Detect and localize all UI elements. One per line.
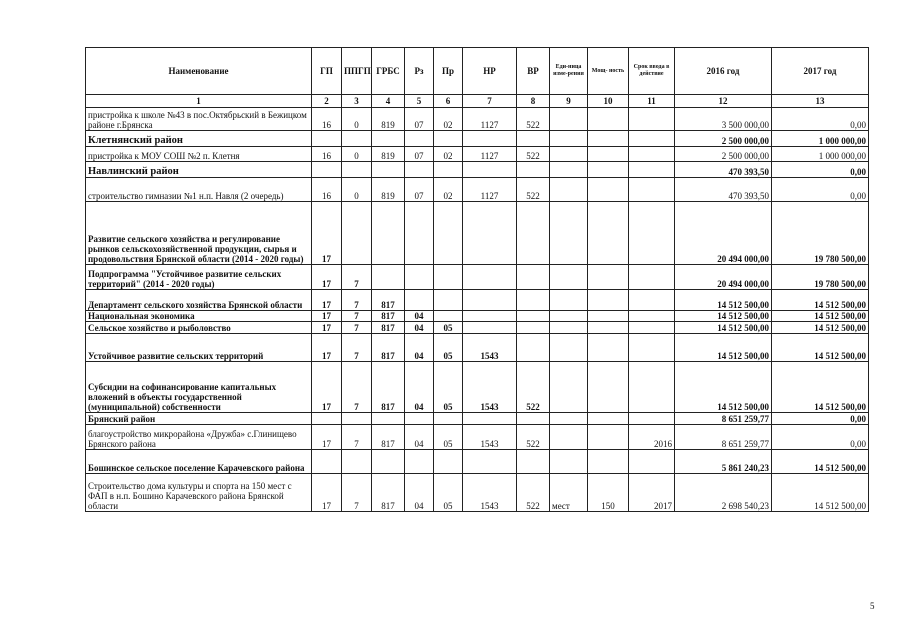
cell-cap xyxy=(588,413,629,425)
cell-unit xyxy=(550,131,588,147)
cell-gp: 17 xyxy=(312,425,342,450)
cell-nr: 1127 xyxy=(463,108,517,131)
cell-v2017: 14 512 500,00 xyxy=(772,450,869,474)
cell-vr: 522 xyxy=(517,178,550,202)
cell-cap xyxy=(588,362,629,413)
column-index-cell: 4 xyxy=(372,95,405,108)
cell-ppgp: 7 xyxy=(342,290,372,311)
cell-v2017: 14 512 500,00 xyxy=(772,311,869,322)
cell-nr xyxy=(463,322,517,334)
table-row xyxy=(86,108,869,131)
cell-cap xyxy=(588,131,629,147)
cell-nr xyxy=(463,162,517,178)
cell-ppgp: 0 xyxy=(342,178,372,202)
cell-ppgp xyxy=(342,162,372,178)
cell-unit xyxy=(550,311,588,322)
cell-v2016: 470 393,50 xyxy=(675,178,772,202)
cell-vr: 522 xyxy=(517,474,550,512)
cell-ppgp: 7 xyxy=(342,322,372,334)
column-index-row xyxy=(86,95,869,108)
cell-ppgp: 7 xyxy=(342,334,372,362)
cell-ppgp: 7 xyxy=(342,474,372,512)
cell-gp: 17 xyxy=(312,290,342,311)
cell-rz: 04 xyxy=(405,474,434,512)
cell-pr xyxy=(434,162,463,178)
cell-rz xyxy=(405,290,434,311)
cell-rz xyxy=(405,450,434,474)
cell-rz xyxy=(405,131,434,147)
table-row xyxy=(86,474,869,512)
cell-unit xyxy=(550,413,588,425)
cell-cap xyxy=(588,147,629,162)
cell-gp: 16 xyxy=(312,178,342,202)
cell-v2017: 0,00 xyxy=(772,413,869,425)
cell-cap xyxy=(588,450,629,474)
column-index-cell: 1 xyxy=(86,95,312,108)
cell-unit xyxy=(550,147,588,162)
table-row xyxy=(86,131,869,147)
cell-grbs: 817 xyxy=(372,311,405,322)
cell-name: пристройка к МОУ СОШ №2 п. Клетня xyxy=(86,147,312,162)
cell-v2017: 1 000 000,00 xyxy=(772,147,869,162)
cell-nr: 1127 xyxy=(463,178,517,202)
table-row xyxy=(86,178,869,202)
cell-term xyxy=(629,202,675,265)
cell-unit xyxy=(550,162,588,178)
cell-nr xyxy=(463,450,517,474)
table-row xyxy=(86,147,869,162)
table-row xyxy=(86,202,869,265)
cell-vr xyxy=(517,290,550,311)
cell-v2017: 14 512 500,00 xyxy=(772,290,869,311)
cell-vr: 522 xyxy=(517,362,550,413)
cell-vr xyxy=(517,450,550,474)
cell-cap xyxy=(588,162,629,178)
cell-pr: 02 xyxy=(434,108,463,131)
cell-cap xyxy=(588,108,629,131)
column-index-cell: 7 xyxy=(463,95,517,108)
cell-cap xyxy=(588,178,629,202)
cell-gp: 16 xyxy=(312,108,342,131)
table-row xyxy=(86,311,869,322)
col-gp-header: ГП xyxy=(312,48,342,95)
cell-vr xyxy=(517,162,550,178)
cell-v2017: 0,00 xyxy=(772,162,869,178)
cell-v2016: 8 651 259,77 xyxy=(675,413,772,425)
cell-v2016: 20 494 000,00 xyxy=(675,202,772,265)
cell-gp xyxy=(312,131,342,147)
cell-vr xyxy=(517,202,550,265)
cell-grbs: 819 xyxy=(372,147,405,162)
cell-name: Подпрограмма "Устойчивое развитие сельских территорий" (2014 - 2020 годы) xyxy=(86,265,312,290)
cell-name: Департамент сельского хозяйства Брянской области xyxy=(86,290,312,311)
cell-pr: 02 xyxy=(434,147,463,162)
cell-v2016: 2 698 540,23 xyxy=(675,474,772,512)
column-index-cell: 13 xyxy=(772,95,869,108)
cell-ppgp: 7 xyxy=(342,362,372,413)
cell-pr xyxy=(434,450,463,474)
cell-rz: 07 xyxy=(405,108,434,131)
cell-v2017: 1 000 000,00 xyxy=(772,131,869,147)
cell-vr xyxy=(517,311,550,322)
column-index-cell: 10 xyxy=(588,95,629,108)
column-index-cell: 11 xyxy=(629,95,675,108)
cell-grbs: 817 xyxy=(372,474,405,512)
cell-unit xyxy=(550,265,588,290)
col-nr-header: НР xyxy=(463,48,517,95)
cell-vr xyxy=(517,131,550,147)
cell-pr xyxy=(434,413,463,425)
cell-pr: 05 xyxy=(434,474,463,512)
cell-grbs xyxy=(372,131,405,147)
table-row xyxy=(86,265,869,290)
cell-unit xyxy=(550,425,588,450)
col-name-header: Наименование xyxy=(86,48,312,95)
cell-grbs xyxy=(372,202,405,265)
cell-v2016: 14 512 500,00 xyxy=(675,322,772,334)
cell-v2016: 14 512 500,00 xyxy=(675,290,772,311)
cell-cap xyxy=(588,290,629,311)
cell-v2017: 19 780 500,00 xyxy=(772,202,869,265)
cell-gp: 17 xyxy=(312,202,342,265)
cell-v2016: 2 500 000,00 xyxy=(675,131,772,147)
cell-grbs xyxy=(372,162,405,178)
header-row xyxy=(86,48,869,95)
cell-pr xyxy=(434,202,463,265)
cell-v2016: 5 861 240,23 xyxy=(675,450,772,474)
cell-term xyxy=(629,147,675,162)
cell-vr xyxy=(517,265,550,290)
table-row xyxy=(86,450,869,474)
cell-vr: 522 xyxy=(517,425,550,450)
col-term-header: Срок ввода в действие xyxy=(629,48,675,95)
cell-term xyxy=(629,322,675,334)
table-row xyxy=(86,322,869,334)
cell-term xyxy=(629,265,675,290)
cell-name: Навлинский район xyxy=(86,162,312,178)
col-2016-header: 2016 год xyxy=(675,48,772,95)
cell-nr xyxy=(463,290,517,311)
col-ppgp-header: ППГП xyxy=(342,48,372,95)
cell-term: 2017 xyxy=(629,474,675,512)
cell-rz xyxy=(405,265,434,290)
cell-nr xyxy=(463,131,517,147)
cell-v2016: 14 512 500,00 xyxy=(675,311,772,322)
cell-vr xyxy=(517,322,550,334)
col-capacity-header: Мощ- ность xyxy=(588,48,629,95)
col-rz-header: Рз xyxy=(405,48,434,95)
cell-gp: 16 xyxy=(312,147,342,162)
column-index-cell: 2 xyxy=(312,95,342,108)
table-row xyxy=(86,413,869,425)
col-grbs-header: ГРБС xyxy=(372,48,405,95)
table-row xyxy=(86,290,869,311)
cell-term xyxy=(629,413,675,425)
cell-name: строительство гимназии №1 н.п. Навля (2 очередь) xyxy=(86,178,312,202)
cell-unit xyxy=(550,290,588,311)
cell-unit xyxy=(550,322,588,334)
cell-pr: 05 xyxy=(434,322,463,334)
cell-cap xyxy=(588,322,629,334)
cell-ppgp: 7 xyxy=(342,265,372,290)
cell-pr xyxy=(434,290,463,311)
cell-term: 2016 xyxy=(629,425,675,450)
cell-ppgp: 0 xyxy=(342,108,372,131)
cell-v2017: 19 780 500,00 xyxy=(772,265,869,290)
cell-unit xyxy=(550,450,588,474)
cell-name: Бошинское сельское поселение Карачевского района xyxy=(86,450,312,474)
cell-rz: 07 xyxy=(405,147,434,162)
cell-term xyxy=(629,311,675,322)
cell-vr: 522 xyxy=(517,147,550,162)
cell-v2017: 0,00 xyxy=(772,178,869,202)
cell-name: благоустройство микрорайона «Дружба» с.Глинищево Брянского района xyxy=(86,425,312,450)
cell-vr: 522 xyxy=(517,108,550,131)
cell-v2017: 14 512 500,00 xyxy=(772,362,869,413)
cell-grbs: 817 xyxy=(372,290,405,311)
cell-term xyxy=(629,178,675,202)
cell-v2017: 14 512 500,00 xyxy=(772,474,869,512)
cell-gp xyxy=(312,413,342,425)
cell-name: Устойчивое развитие сельских территорий xyxy=(86,334,312,362)
cell-cap: 150 xyxy=(588,474,629,512)
cell-gp: 17 xyxy=(312,362,342,413)
cell-gp: 17 xyxy=(312,311,342,322)
cell-name: Строительство дома культуры и спорта на 150 мест с ФАП в н.п. Бошино Карачевского района Брянской области xyxy=(86,474,312,512)
cell-unit xyxy=(550,178,588,202)
cell-name: Национальная экономика xyxy=(86,311,312,322)
col-pr-header: Пр xyxy=(434,48,463,95)
cell-v2016: 470 393,50 xyxy=(675,162,772,178)
cell-v2017: 0,00 xyxy=(772,108,869,131)
cell-nr xyxy=(463,413,517,425)
cell-ppgp xyxy=(342,450,372,474)
cell-pr: 05 xyxy=(434,334,463,362)
cell-name: Субсидии на софинансирование капитальных вложений в объекты государственной (муниципальной) собственности xyxy=(86,362,312,413)
column-index-cell: 6 xyxy=(434,95,463,108)
cell-term xyxy=(629,290,675,311)
cell-ppgp xyxy=(342,413,372,425)
cell-cap xyxy=(588,202,629,265)
cell-unit xyxy=(550,108,588,131)
cell-v2016: 14 512 500,00 xyxy=(675,362,772,413)
cell-rz: 04 xyxy=(405,322,434,334)
cell-grbs: 817 xyxy=(372,334,405,362)
cell-gp: 17 xyxy=(312,474,342,512)
cell-term xyxy=(629,334,675,362)
cell-grbs xyxy=(372,450,405,474)
cell-ppgp xyxy=(342,131,372,147)
cell-term xyxy=(629,362,675,413)
column-index-cell: 3 xyxy=(342,95,372,108)
table-row xyxy=(86,334,869,362)
cell-nr xyxy=(463,311,517,322)
cell-rz xyxy=(405,162,434,178)
cell-term xyxy=(629,162,675,178)
cell-v2017: 14 512 500,00 xyxy=(772,322,869,334)
cell-rz: 07 xyxy=(405,178,434,202)
cell-v2016: 20 494 000,00 xyxy=(675,265,772,290)
cell-grbs: 819 xyxy=(372,178,405,202)
cell-nr xyxy=(463,265,517,290)
cell-rz: 04 xyxy=(405,362,434,413)
cell-unit: мест xyxy=(550,474,588,512)
cell-grbs xyxy=(372,413,405,425)
column-index-cell: 8 xyxy=(517,95,550,108)
table-body xyxy=(86,108,869,512)
cell-v2016: 8 651 259,77 xyxy=(675,425,772,450)
cell-name: Клетнянский район xyxy=(86,131,312,147)
cell-v2016: 3 500 000,00 xyxy=(675,108,772,131)
budget-table-container xyxy=(85,47,869,512)
cell-gp: 17 xyxy=(312,265,342,290)
cell-term xyxy=(629,450,675,474)
column-index-cell: 12 xyxy=(675,95,772,108)
cell-gp xyxy=(312,162,342,178)
col-2017-header: 2017 год xyxy=(772,48,869,95)
cell-pr: 02 xyxy=(434,178,463,202)
page-number: 5 xyxy=(870,601,875,611)
cell-nr: 1543 xyxy=(463,362,517,413)
column-index-cell: 9 xyxy=(550,95,588,108)
cell-rz: 04 xyxy=(405,334,434,362)
cell-gp xyxy=(312,450,342,474)
cell-nr xyxy=(463,202,517,265)
cell-nr: 1543 xyxy=(463,474,517,512)
cell-name: Сельское хозяйство и рыболовство xyxy=(86,322,312,334)
cell-unit xyxy=(550,334,588,362)
table-row xyxy=(86,425,869,450)
cell-grbs: 817 xyxy=(372,322,405,334)
cell-rz: 04 xyxy=(405,425,434,450)
column-index-cell: 5 xyxy=(405,95,434,108)
cell-nr: 1127 xyxy=(463,147,517,162)
cell-grbs: 819 xyxy=(372,108,405,131)
cell-pr xyxy=(434,131,463,147)
cell-gp: 17 xyxy=(312,334,342,362)
cell-cap xyxy=(588,265,629,290)
cell-gp: 17 xyxy=(312,322,342,334)
cell-pr xyxy=(434,265,463,290)
cell-cap xyxy=(588,425,629,450)
cell-rz: 04 xyxy=(405,311,434,322)
cell-v2017: 0,00 xyxy=(772,425,869,450)
cell-pr: 05 xyxy=(434,425,463,450)
cell-term xyxy=(629,131,675,147)
cell-name: Развитие сельского хозяйства и регулирование рынков сельскохозяйственной продукции, сырья и продовольствия Брянской области (2014 - 2020 годы) xyxy=(86,202,312,265)
cell-ppgp xyxy=(342,202,372,265)
cell-nr: 1543 xyxy=(463,425,517,450)
cell-grbs: 817 xyxy=(372,362,405,413)
table-row xyxy=(86,362,869,413)
cell-vr xyxy=(517,413,550,425)
cell-vr xyxy=(517,334,550,362)
cell-grbs xyxy=(372,265,405,290)
cell-nr: 1543 xyxy=(463,334,517,362)
cell-term xyxy=(629,108,675,131)
cell-name: пристройка к школе №43 в пос.Октябрьский в Бежицком районе г.Брянска xyxy=(86,108,312,131)
cell-unit xyxy=(550,202,588,265)
cell-rz xyxy=(405,202,434,265)
col-vr-header: ВР xyxy=(517,48,550,95)
cell-grbs: 817 xyxy=(372,425,405,450)
cell-cap xyxy=(588,334,629,362)
col-unit-header: Еди-ница изме-рения xyxy=(550,48,588,95)
table-row xyxy=(86,162,869,178)
cell-unit xyxy=(550,362,588,413)
cell-pr: 05 xyxy=(434,362,463,413)
cell-v2016: 2 500 000,00 xyxy=(675,147,772,162)
cell-v2017: 14 512 500,00 xyxy=(772,334,869,362)
cell-rz xyxy=(405,413,434,425)
cell-ppgp: 0 xyxy=(342,147,372,162)
cell-v2016: 14 512 500,00 xyxy=(675,334,772,362)
cell-ppgp: 7 xyxy=(342,425,372,450)
cell-name: Брянский район xyxy=(86,413,312,425)
cell-ppgp: 7 xyxy=(342,311,372,322)
budget-table xyxy=(85,47,869,512)
cell-cap xyxy=(588,311,629,322)
cell-pr xyxy=(434,311,463,322)
